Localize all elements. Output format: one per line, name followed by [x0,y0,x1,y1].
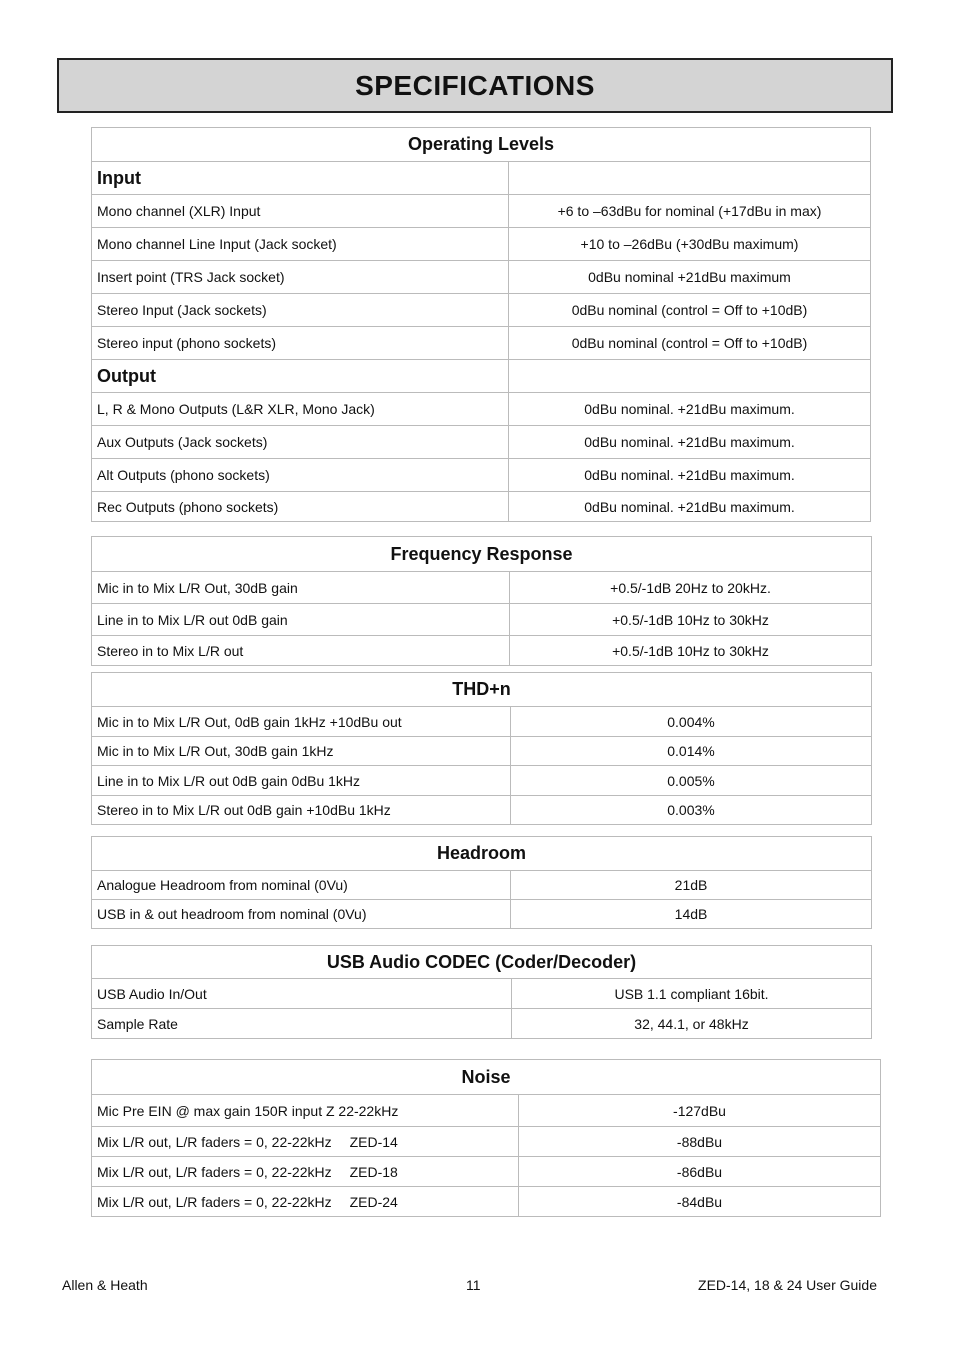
table-row [92,707,872,737]
footer-left: Allen & Heath [62,1277,148,1293]
table-row [92,195,871,228]
row-label: Rec Outputs (phono sockets) [92,492,509,522]
row-label: USB in & out headroom from nominal (0Vu) [92,900,511,929]
row-value: 0dBu nominal. +21dBu maximum. [509,426,871,459]
footer-page-number: 11 [466,1277,481,1293]
noise-condition: Mix L/R out, L/R faders = 0, 22-22kHz [97,1193,332,1210]
row-label: Aux Outputs (Jack sockets) [92,426,509,459]
row-label: USB Audio In/Out [92,979,512,1009]
row-label: Insert point (TRS Jack socket) [92,261,509,294]
row-value: 0dBu nominal. +21dBu maximum. [509,492,871,522]
headroom-heading: Headroom [92,837,872,871]
noise-table [91,1059,881,1217]
row-label: Line in to Mix L/R out 0dB gain 0dBu 1kHz [92,766,511,796]
row-value: -88dBu [519,1127,881,1157]
row-value: +0.5/-1dB 20Hz to 20kHz. [510,572,872,604]
row-value: 0dBu nominal. +21dBu maximum. [509,393,871,426]
row-label [92,1157,519,1187]
row-label: Stereo Input (Jack sockets) [92,294,509,327]
footer-right: ZED-14, 18 & 24 User Guide [698,1277,877,1293]
table-row [92,604,872,636]
table-row [92,766,872,796]
thd-heading: THD+n [92,673,872,707]
row-value: +0.5/-1dB 10Hz to 30kHz [510,604,872,636]
row-value: -86dBu [519,1157,881,1187]
noise-condition: Mix L/R out, L/R faders = 0, 22-22kHz [97,1133,332,1150]
row-value: +10 to –26dBu (+30dBu maximum) [509,228,871,261]
row-label: Sample Rate [92,1009,512,1039]
model-name: ZED-14 [349,1133,398,1150]
row-value: 21dB [511,871,872,900]
row-label: Mic in to Mix L/R Out, 30dB gain 1kHz [92,737,511,766]
page-title-box [57,58,893,113]
row-value: 0.014% [511,737,872,766]
row-value: 14dB [511,900,872,929]
row-value: -84dBu [519,1187,881,1217]
frequency-response-table [91,536,872,666]
usb-codec-table [91,945,872,1039]
row-label: Stereo input (phono sockets) [92,327,509,360]
row-value: -127dBu [519,1095,881,1127]
row-value: 0dBu nominal (control = Off to +10dB) [509,294,871,327]
operating-levels-table [91,127,871,522]
table-row [92,979,872,1009]
table-row [92,492,871,522]
model-name: ZED-24 [349,1193,398,1210]
row-value: +0.5/-1dB 10Hz to 30kHz [510,636,872,666]
row-label: Mono channel (XLR) Input [92,195,509,228]
frequency-response-heading: Frequency Response [92,537,872,572]
table-row [92,228,871,261]
row-label [92,1127,519,1157]
row-label [92,1187,519,1217]
operating-levels-heading: Operating Levels [92,128,871,162]
noise-condition: Mix L/R out, L/R faders = 0, 22-22kHz [97,1163,332,1180]
table-row [92,261,871,294]
row-label: Analogue Headroom from nominal (0Vu) [92,871,511,900]
row-label: Stereo in to Mix L/R out 0dB gain +10dBu 1kHz [92,796,511,825]
model-name: ZED-18 [349,1163,398,1180]
empty-cell [509,360,871,393]
output-subheading: Output [92,360,509,393]
input-subheading: Input [92,162,509,195]
table-row [92,1009,872,1039]
table-row [92,294,871,327]
row-value: 0.004% [511,707,872,737]
row-value: 0dBu nominal +21dBu maximum [509,261,871,294]
row-value: 0dBu nominal. +21dBu maximum. [509,459,871,492]
table-row [92,1095,881,1127]
table-row [92,1127,881,1157]
row-label: Mono channel Line Input (Jack socket) [92,228,509,261]
row-label: Alt Outputs (phono sockets) [92,459,509,492]
noise-heading: Noise [92,1060,881,1095]
row-label: L, R & Mono Outputs (L&R XLR, Mono Jack) [92,393,509,426]
row-label: Mic in to Mix L/R Out, 0dB gain 1kHz +10dBu out [92,707,511,737]
row-value: 0.005% [511,766,872,796]
table-row [92,737,872,766]
table-row [92,393,871,426]
row-value: 0dBu nominal (control = Off to +10dB) [509,327,871,360]
thd-table [91,672,872,825]
row-label: Stereo in to Mix L/R out [92,636,510,666]
row-label: Line in to Mix L/R out 0dB gain [92,604,510,636]
table-row [92,327,871,360]
row-value: 32, 44.1, or 48kHz [512,1009,872,1039]
headroom-table [91,836,872,929]
table-row [92,1157,881,1187]
table-row [92,1187,881,1217]
table-row [92,796,872,825]
table-row [92,900,872,929]
table-row [92,572,872,604]
row-value: USB 1.1 compliant 16bit. [512,979,872,1009]
row-value: +6 to –63dBu for nominal (+17dBu in max) [509,195,871,228]
row-label: Mic in to Mix L/R Out, 30dB gain [92,572,510,604]
table-row [92,636,872,666]
row-value: 0.003% [511,796,872,825]
row-label: Mic Pre EIN @ max gain 150R input Z 22-22kHz [92,1095,519,1127]
page-title: SPECIFICATIONS [355,69,595,101]
usb-codec-heading: USB Audio CODEC (Coder/Decoder) [92,946,872,979]
table-row [92,871,872,900]
table-row [92,426,871,459]
table-row [92,459,871,492]
empty-cell [509,162,871,195]
